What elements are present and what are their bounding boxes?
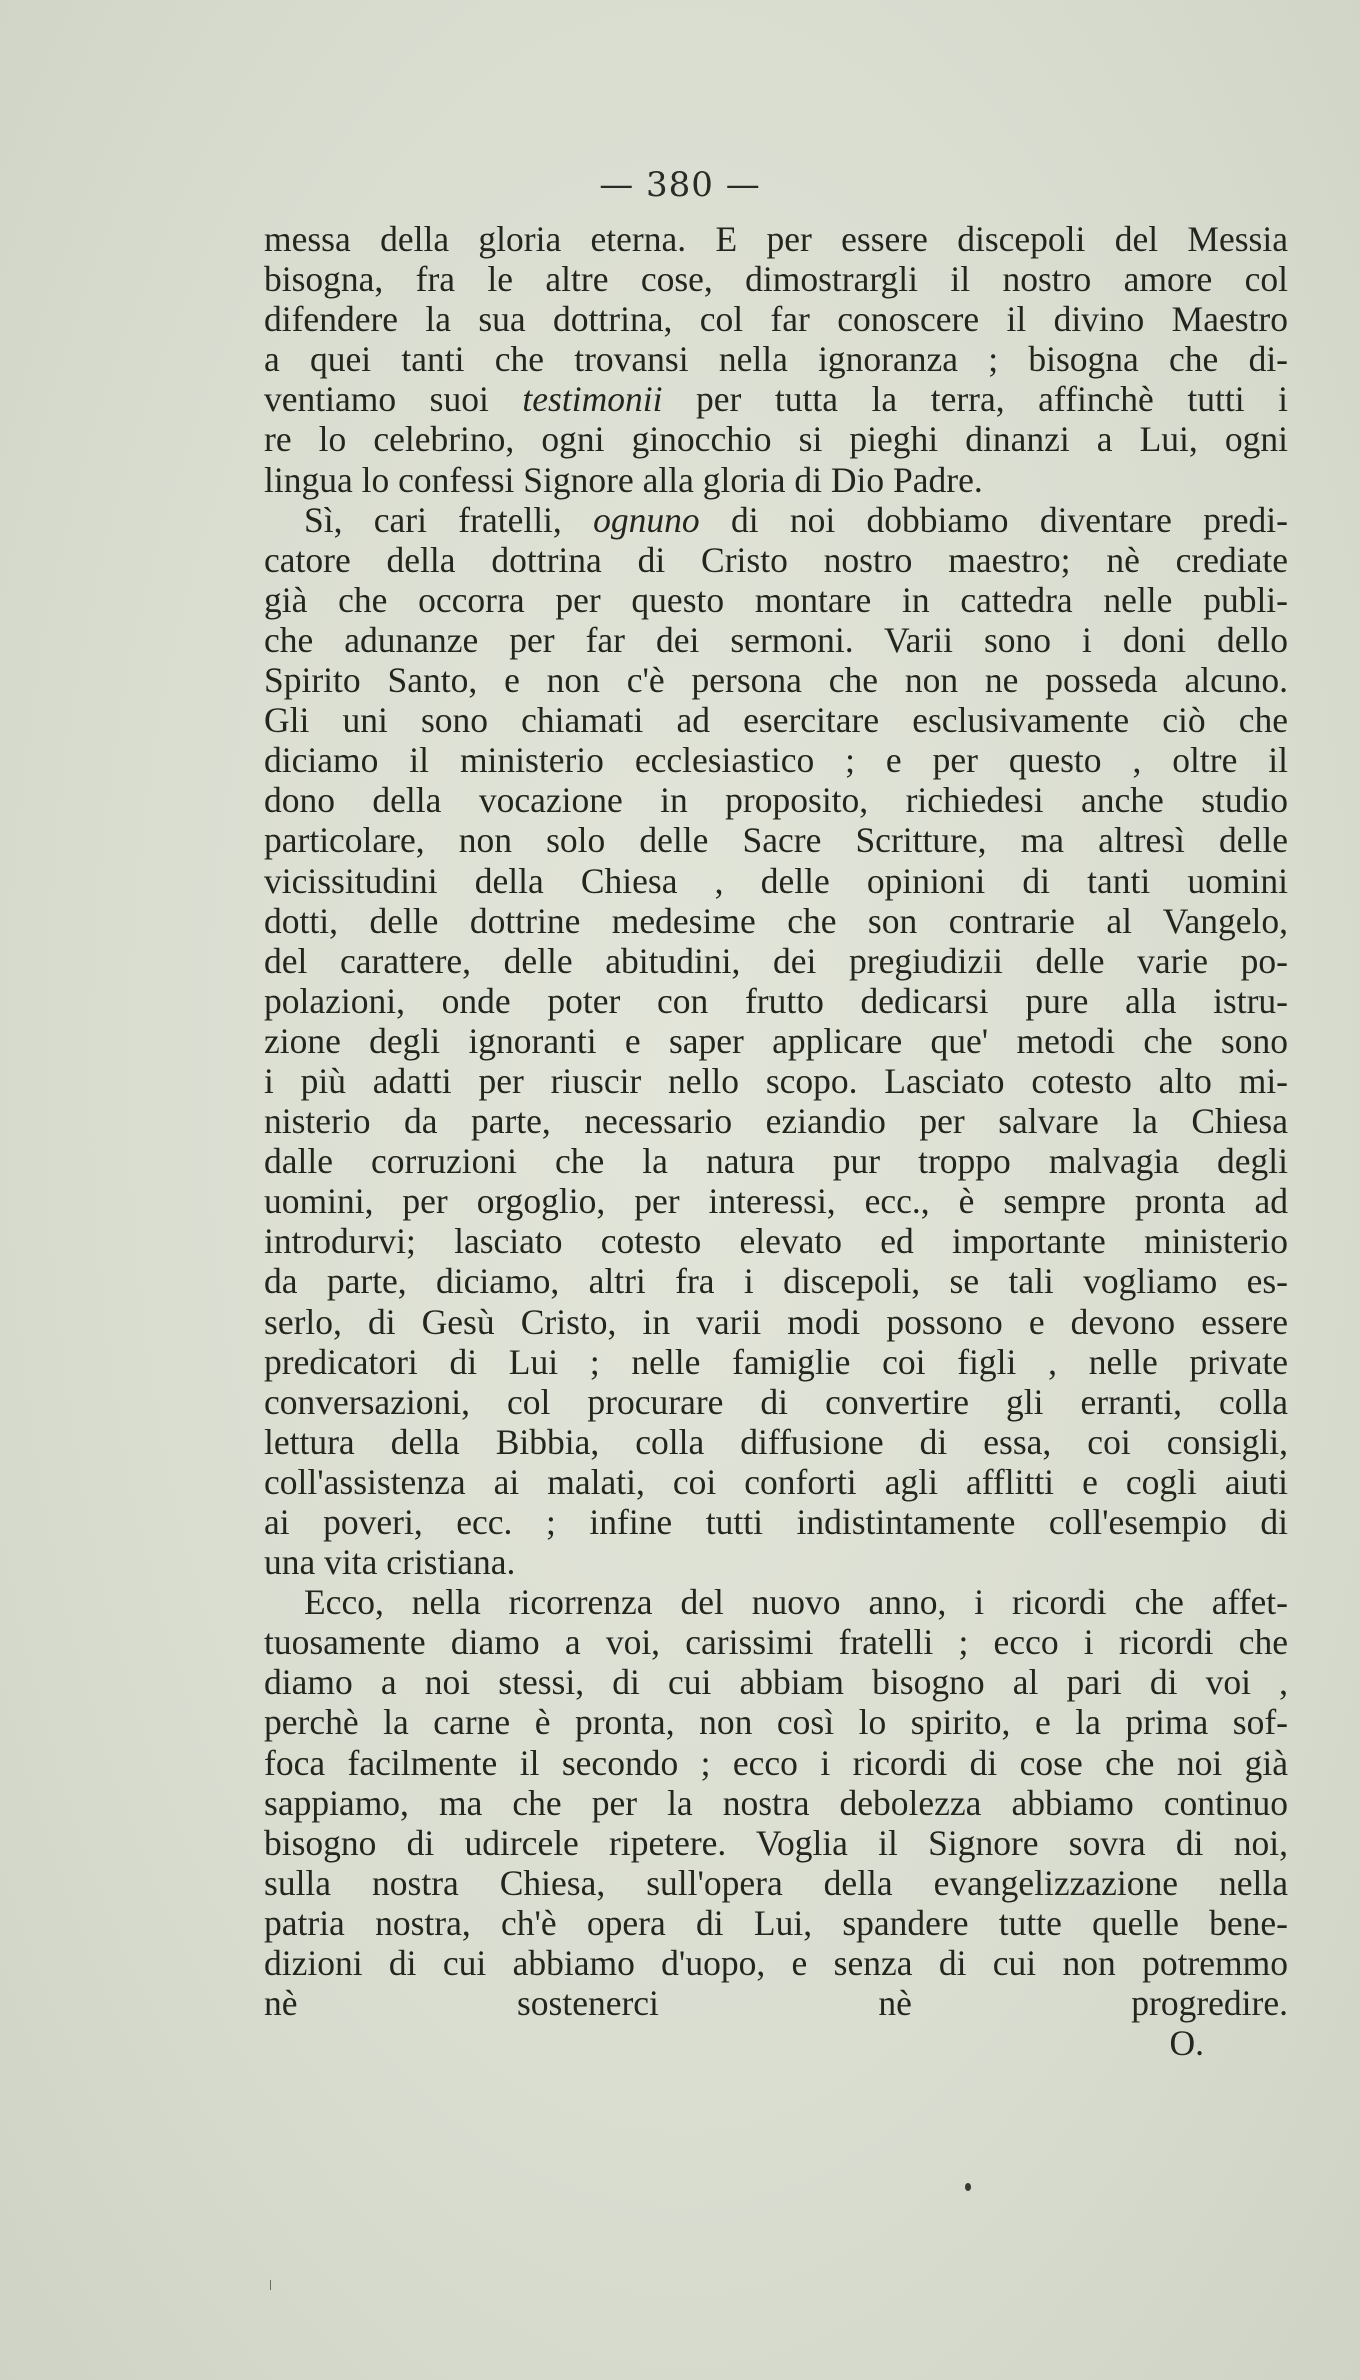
signature-initial: O. xyxy=(1169,2023,1204,2064)
ink-spot xyxy=(965,2183,971,2191)
text-line: da parte, diciamo, altri fra i discepoli, se tali vogliamo es- xyxy=(264,1261,1288,1302)
text-line: tuosamente diamo a voi, carissimi fratelli ; ecco i ricordi che xyxy=(264,1622,1288,1663)
text-line: messa della gloria eterna. E per essere discepoli del Messia xyxy=(264,219,1288,259)
text-line: diamo a noi stessi, di cui abbiam bisogno al pari di voi , xyxy=(264,1662,1288,1703)
paragraph-end-line: lingua lo confessi Signore alla gloria di Dio Padre. xyxy=(264,459,983,500)
italic-word-ognuno: ognuno xyxy=(593,499,700,540)
text-fragment: Sì, cari fratelli, xyxy=(304,499,594,540)
text-line: già che occorra per questo montare in cattedra nelle publi- xyxy=(264,579,1288,620)
text-line: Spirito Santo, e non c'è persona che non ne posseda alcuno. xyxy=(264,660,1288,701)
text-line: patria nostra, ch'è opera di Lui, spandere tutte quelle bene- xyxy=(264,1902,1288,1943)
page-number-header: — 380 — xyxy=(599,165,761,205)
text-line: i più adatti per riuscir nello scopo. Lasciato cotesto alto mi- xyxy=(264,1060,1288,1101)
text-line: difendere la sua dottrina, col far conoscere il divino Maestro xyxy=(264,299,1288,340)
text-line: sappiamo, ma che per la nostra debolezza abbiamo continuo xyxy=(264,1782,1288,1823)
text-line: diciamo il ministerio ecclesiastico ; e per questo , oltre il xyxy=(264,740,1288,781)
text-line: Gli uni sono chiamati ad esercitare esclusivamente ciò che xyxy=(264,700,1288,741)
paragraph-start-line-with-italic xyxy=(264,500,1288,540)
text-line: introdurvi; lasciato cotesto elevato ed importante ministerio xyxy=(264,1221,1288,1262)
text-line: coll'assistenza ai malati, coi conforti agli afflitti e cogli aiuti xyxy=(264,1461,1288,1502)
text-line: dono della vocazione in proposito, richiedesi anche studio xyxy=(264,780,1288,821)
text-line: nisterio da parte, necessario eziandio per salvare la Chiesa xyxy=(264,1101,1288,1142)
text-line: polazioni, onde poter con frutto dedicarsi pure alla istru- xyxy=(264,980,1288,1021)
text-line: dalle corruzioni che la natura pur troppo malvagia degli xyxy=(264,1141,1288,1182)
text-line: a quei tanti che trovansi nella ignoranza ; bisogna che di- xyxy=(264,339,1288,380)
text-line: serlo, di Gesù Cristo, in varii modi possono e devono essere xyxy=(264,1301,1288,1342)
text-line: lettura della Bibbia, colla diffusione di essa, coi consigli, xyxy=(264,1421,1288,1462)
text-line: re lo celebrino, ogni ginocchio si pieghi dinanzi a Lui, ogni xyxy=(264,419,1288,460)
text-line: dizioni di cui abbiamo d'uopo, e senza di cui non potremmo xyxy=(264,1943,1288,1984)
text-line: dotti, delle dottrine medesime che son contrarie al Vangelo, xyxy=(264,900,1288,941)
text-fragment: per tutta la terra, affinchè tutti i xyxy=(662,379,1289,420)
italic-word-testimonii: testimonii xyxy=(522,379,663,420)
text-line: vicissitudini della Chiesa , delle opinioni di tanti uomini xyxy=(264,860,1288,901)
text-line: particolare, non solo delle Sacre Scritture, ma altresì delle xyxy=(264,820,1288,861)
text-line: bisogno di udircele ripetere. Voglia il Signore sovra di noi, xyxy=(264,1822,1288,1863)
paragraph-end-line: una vita cristiana. xyxy=(264,1542,516,1583)
page-body-text xyxy=(264,219,1288,2063)
text-line: nè sostenerci nè progredire. xyxy=(264,1983,1288,2024)
text-line: uomini, per orgoglio, per interessi, ecc., è sempre pronta ad xyxy=(264,1181,1288,1222)
text-line: sulla nostra Chiesa, sull'opera della evangelizzazione nella xyxy=(264,1862,1288,1903)
text-fragment: di noi dobbiamo diventare predi- xyxy=(699,499,1288,540)
text-line: conversazioni, col procurare di convertire gli erranti, colla xyxy=(264,1381,1288,1422)
text-line: foca facilmente il secondo ; ecco i ricordi di cose che noi già xyxy=(264,1742,1288,1783)
text-line: che adunanze per far dei sermoni. Varii sono i doni dello xyxy=(264,619,1288,660)
text-fragment: ventiamo suoi xyxy=(264,379,523,420)
text-line: perchè la carne è pronta, non così lo spirito, e la prima sof- xyxy=(264,1702,1288,1743)
text-line: predicatori di Lui ; nelle famiglie coi figli , nelle private xyxy=(264,1341,1288,1382)
text-line: ai poveri, ecc. ; infine tutti indistintamente coll'esempio di xyxy=(264,1502,1288,1542)
paper-mark xyxy=(270,2280,271,2290)
text-line: catore della dottrina di Cristo nostro maestro; nè crediate xyxy=(264,539,1288,580)
text-line: del carattere, delle abitudini, dei pregiudizii delle varie po- xyxy=(264,940,1288,981)
text-line-with-italic xyxy=(264,379,1288,419)
text-line: bisogna, fra le altre cose, dimostrargli il nostro amore col xyxy=(264,259,1288,300)
text-line: zione degli ignoranti e saper applicare que' metodi che sono xyxy=(264,1020,1288,1061)
closing-line xyxy=(264,2023,1288,2063)
paragraph-start-line: Ecco, nella ricorrenza del nuovo anno, i ricordi che affet- xyxy=(304,1582,1288,1623)
